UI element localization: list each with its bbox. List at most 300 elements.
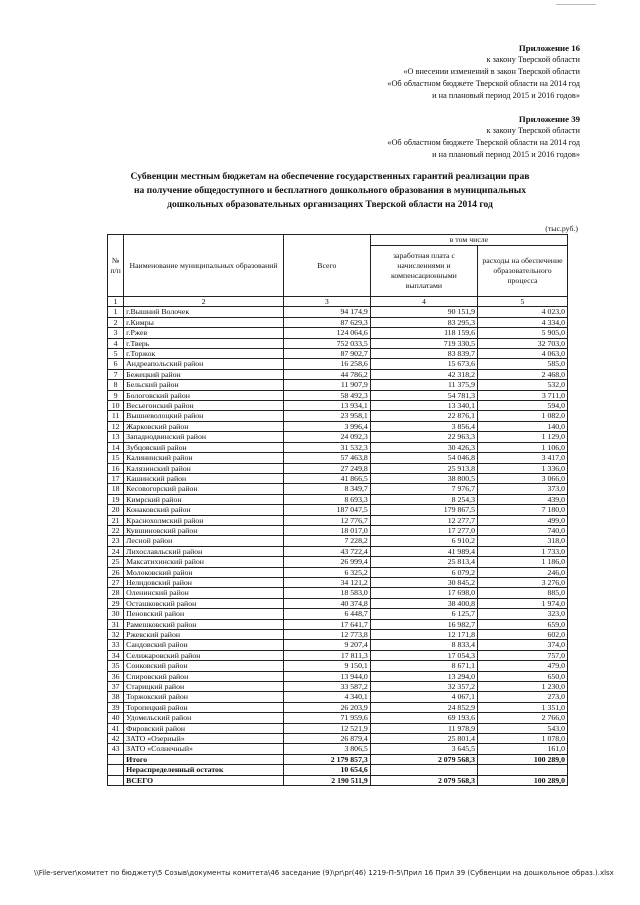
table-row xyxy=(108,630,568,640)
row-number: 26 xyxy=(108,567,124,577)
appendix-16-line: «О внесении изменений в закон Тверской области xyxy=(403,67,580,76)
expenses-value: 594,0 xyxy=(477,401,567,411)
total-value: 44 786,2 xyxy=(283,369,370,379)
row-number: 2 xyxy=(108,317,124,327)
municipality-name: Лихославльский район xyxy=(124,546,284,556)
expenses-value: 3 417,0 xyxy=(477,453,567,463)
column-number: 3 xyxy=(283,297,370,307)
total-value: 9 207,4 xyxy=(283,640,370,650)
table-row xyxy=(108,515,568,525)
salary-value: 8 671,1 xyxy=(370,661,477,671)
expenses-value: 4 023,0 xyxy=(477,307,567,317)
total-value: 18 583,0 xyxy=(283,588,370,598)
salary-value: 25 913,8 xyxy=(370,463,477,473)
row-number: 23 xyxy=(108,536,124,546)
expenses-value: 1 351,0 xyxy=(477,702,567,712)
salary-value: 4 067,1 xyxy=(370,692,477,702)
row-number: 3 xyxy=(108,328,124,338)
municipality-name: Торжокский район xyxy=(124,692,284,702)
expenses-value: 1 078,0 xyxy=(477,734,567,744)
row-number: 10 xyxy=(108,401,124,411)
expenses-value: 2 468,0 xyxy=(477,369,567,379)
row-number: 15 xyxy=(108,453,124,463)
municipality-name: Ржевский район xyxy=(124,630,284,640)
total-value: 26 203,9 xyxy=(283,702,370,712)
salary-value: 8 254,3 xyxy=(370,494,477,504)
salary-value: 13 294,0 xyxy=(370,671,477,681)
row-number: 28 xyxy=(108,588,124,598)
municipality-name: Нераспределенный остаток xyxy=(124,765,284,775)
expenses-value: 532,0 xyxy=(477,380,567,390)
municipality-name: ЗАТО «Озерный» xyxy=(124,734,284,744)
table-row xyxy=(108,692,568,702)
expenses-value: 439,0 xyxy=(477,494,567,504)
total-value: 27 249,8 xyxy=(283,463,370,473)
salary-value: 3 645,5 xyxy=(370,744,477,754)
municipality-name: г.Вышний Волочек xyxy=(124,307,284,317)
row-number: 30 xyxy=(108,609,124,619)
total-value: 10 654,6 xyxy=(283,765,370,775)
table-row xyxy=(108,494,568,504)
municipality-name: Жарковский район xyxy=(124,421,284,431)
appendix-39-line: и на плановый период 2015 и 2016 годов» xyxy=(432,150,580,159)
salary-value: 32 357,2 xyxy=(370,682,477,692)
salary-value: 30 426,3 xyxy=(370,442,477,452)
title-line: дошкольных образовательных организациях Тверской области на 2014 год xyxy=(167,199,493,210)
total-value: 40 374,8 xyxy=(283,598,370,608)
row-number: 35 xyxy=(108,661,124,671)
municipality-name: Торопецкий район xyxy=(124,702,284,712)
municipality-name: Рамешковский район xyxy=(124,619,284,629)
expenses-value: 273,0 xyxy=(477,692,567,702)
expenses-value: 1 336,0 xyxy=(477,463,567,473)
table-row xyxy=(108,390,568,400)
row-number: 24 xyxy=(108,546,124,556)
municipality-name: Кашинский район xyxy=(124,473,284,483)
table-row xyxy=(108,432,568,442)
table-row xyxy=(108,723,568,733)
salary-value: 22 963,3 xyxy=(370,432,477,442)
municipality-name: Кимрский район xyxy=(124,494,284,504)
total-value: 2 190 511,9 xyxy=(283,775,370,785)
row-number: 42 xyxy=(108,734,124,744)
row-number: 20 xyxy=(108,505,124,515)
total-value: 16 258,6 xyxy=(283,359,370,369)
expenses-value: 585,0 xyxy=(477,359,567,369)
municipality-name: Вышневолоцкий район xyxy=(124,411,284,421)
row-number: 32 xyxy=(108,630,124,640)
table-row xyxy=(108,598,568,608)
table-row xyxy=(108,473,568,483)
salary-value: 11 978,9 xyxy=(370,723,477,733)
expenses-value: 1 974,0 xyxy=(477,598,567,608)
table-row xyxy=(108,463,568,473)
row-number xyxy=(108,775,124,785)
row-number: 6 xyxy=(108,359,124,369)
expenses-value: 3 276,0 xyxy=(477,577,567,587)
row-number: 12 xyxy=(108,421,124,431)
table-row xyxy=(108,411,568,421)
total-value: 26 879,4 xyxy=(283,734,370,744)
salary-value: 83 839,7 xyxy=(370,349,477,359)
total-value: 33 587,2 xyxy=(283,682,370,692)
appendix-39-block xyxy=(387,113,580,161)
salary-value: 25 813,4 xyxy=(370,557,477,567)
total-value: 13 934,1 xyxy=(283,401,370,411)
table-row xyxy=(108,484,568,494)
row-number: 27 xyxy=(108,577,124,587)
municipality-name: г.Торжок xyxy=(124,349,284,359)
municipality-name: Старицкий район xyxy=(124,682,284,692)
municipality-name: Кувшиновский район xyxy=(124,525,284,535)
table-row xyxy=(108,401,568,411)
expenses-value: 1 106,0 xyxy=(477,442,567,452)
expenses-value: 2 766,0 xyxy=(477,713,567,723)
municipality-name: Оленинский район xyxy=(124,588,284,598)
header-expenses: расходы на обеспечение образовательного процесса xyxy=(477,246,567,297)
header-total: Всего xyxy=(283,235,370,297)
municipality-name: г.Тверь xyxy=(124,338,284,348)
total-value: 23 958,1 xyxy=(283,411,370,421)
row-number: 37 xyxy=(108,682,124,692)
municipality-name: г.Ржев xyxy=(124,328,284,338)
table-row xyxy=(108,338,568,348)
salary-value xyxy=(370,765,477,775)
table-row xyxy=(108,671,568,681)
expenses-value xyxy=(477,765,567,775)
row-number: 38 xyxy=(108,692,124,702)
title-line: Субвенции местным бюджетам на обеспечение государственных гарантий реализации прав xyxy=(130,171,530,182)
municipality-name: Кесовогорский район xyxy=(124,484,284,494)
municipality-name: Нелидовский район xyxy=(124,577,284,587)
table-row xyxy=(108,369,568,379)
scan-edge-mark xyxy=(556,0,596,5)
salary-value: 2 079 568,3 xyxy=(370,775,477,785)
appendix-39-line: «Об областном бюджете Тверской области на 2014 год xyxy=(387,138,580,147)
table-row xyxy=(108,442,568,452)
total-value: 94 174,9 xyxy=(283,307,370,317)
total-value: 4 340,1 xyxy=(283,692,370,702)
expenses-value: 602,0 xyxy=(477,630,567,640)
table-row xyxy=(108,682,568,692)
expenses-value: 1 733,0 xyxy=(477,546,567,556)
row-number: 17 xyxy=(108,473,124,483)
salary-value: 6 910,2 xyxy=(370,536,477,546)
salary-value: 3 856,4 xyxy=(370,421,477,431)
municipality-name: Селижаровский район xyxy=(124,650,284,660)
expenses-value: 374,0 xyxy=(477,640,567,650)
municipality-name: Андреапольский район xyxy=(124,359,284,369)
total-value: 11 907,9 xyxy=(283,380,370,390)
row-number: 43 xyxy=(108,744,124,754)
table-row xyxy=(108,359,568,369)
row-number: 5 xyxy=(108,349,124,359)
appendix-16-line: «Об областном бюджете Тверской области на 2014 год xyxy=(387,79,580,88)
expenses-value: 499,0 xyxy=(477,515,567,525)
table-body xyxy=(108,297,568,786)
table-row xyxy=(108,661,568,671)
salary-value: 54 046,8 xyxy=(370,453,477,463)
total-value: 12 773,8 xyxy=(283,630,370,640)
total-value: 26 999,4 xyxy=(283,557,370,567)
total-value: 57 463,8 xyxy=(283,453,370,463)
total-row xyxy=(108,765,568,775)
column-number: 4 xyxy=(370,297,477,307)
expenses-value: 3 066,0 xyxy=(477,473,567,483)
row-number: 19 xyxy=(108,494,124,504)
table-row xyxy=(108,702,568,712)
row-number: 34 xyxy=(108,650,124,660)
row-number: 40 xyxy=(108,713,124,723)
municipality-name: Весьегонский район xyxy=(124,401,284,411)
total-value: 2 179 857,3 xyxy=(283,754,370,764)
municipality-name: Бельский район xyxy=(124,380,284,390)
expenses-value: 140,0 xyxy=(477,421,567,431)
appendix-39-heading: Приложение 39 xyxy=(518,114,580,124)
row-number: 22 xyxy=(108,525,124,535)
table-row xyxy=(108,453,568,463)
municipality-name: Западнодвинский район xyxy=(124,432,284,442)
subventions-table xyxy=(107,234,568,786)
expenses-value: 1 186,0 xyxy=(477,557,567,567)
total-value: 6 448,7 xyxy=(283,609,370,619)
total-value: 87 902,7 xyxy=(283,349,370,359)
expenses-value: 4 334,0 xyxy=(477,317,567,327)
row-number: 11 xyxy=(108,411,124,421)
total-value: 71 959,6 xyxy=(283,713,370,723)
table-row xyxy=(108,317,568,327)
appendix-16-heading: Приложение 16 xyxy=(518,43,580,53)
salary-value: 118 159,6 xyxy=(370,328,477,338)
row-number: 18 xyxy=(108,484,124,494)
municipality-name: Конаковский район xyxy=(124,505,284,515)
salary-value: 12 171,8 xyxy=(370,630,477,640)
row-number: 41 xyxy=(108,723,124,733)
row-number: 14 xyxy=(108,442,124,452)
row-number: 16 xyxy=(108,463,124,473)
expenses-value: 1 230,0 xyxy=(477,682,567,692)
total-value: 18 017,0 xyxy=(283,525,370,535)
row-number: 9 xyxy=(108,390,124,400)
total-value: 43 722,4 xyxy=(283,546,370,556)
table-row xyxy=(108,588,568,598)
expenses-value: 885,0 xyxy=(477,588,567,598)
municipality-name: Удомельский район xyxy=(124,713,284,723)
table-row xyxy=(108,536,568,546)
salary-value: 8 833,4 xyxy=(370,640,477,650)
table-row xyxy=(108,567,568,577)
expenses-value: 7 180,0 xyxy=(477,505,567,515)
municipality-name: ЗАТО «Солнечный» xyxy=(124,744,284,754)
total-value: 12 521,9 xyxy=(283,723,370,733)
salary-value: 17 054,3 xyxy=(370,650,477,660)
salary-value: 38 400,8 xyxy=(370,598,477,608)
expenses-value: 100 289,0 xyxy=(477,754,567,764)
salary-value: 719 330,5 xyxy=(370,338,477,348)
row-number xyxy=(108,754,124,764)
total-value: 87 629,3 xyxy=(283,317,370,327)
row-number: 31 xyxy=(108,619,124,629)
expenses-value: 373,0 xyxy=(477,484,567,494)
expenses-value: 323,0 xyxy=(477,609,567,619)
expenses-value: 1 129,0 xyxy=(477,432,567,442)
row-number: 7 xyxy=(108,369,124,379)
total-value: 17 811,3 xyxy=(283,650,370,660)
header-salary: заработная плата с начислениями и компенсационными выплатами xyxy=(370,246,477,297)
expenses-value: 161,0 xyxy=(477,744,567,754)
municipality-name: Итого xyxy=(124,754,284,764)
salary-value: 7 976,7 xyxy=(370,484,477,494)
total-value: 3 996,4 xyxy=(283,421,370,431)
salary-value: 22 876,1 xyxy=(370,411,477,421)
total-value: 752 033,5 xyxy=(283,338,370,348)
expenses-value: 659,0 xyxy=(477,619,567,629)
expenses-value: 543,0 xyxy=(477,723,567,733)
municipality-name: г.Кимры xyxy=(124,317,284,327)
salary-value: 16 982,7 xyxy=(370,619,477,629)
expenses-value: 5 905,0 xyxy=(477,328,567,338)
table-row xyxy=(108,421,568,431)
row-number: 8 xyxy=(108,380,124,390)
header-including: в том числе xyxy=(370,235,567,246)
row-number: 29 xyxy=(108,598,124,608)
salary-value: 83 295,3 xyxy=(370,317,477,327)
municipality-name: Бологовский район xyxy=(124,390,284,400)
row-number: 4 xyxy=(108,338,124,348)
row-number: 13 xyxy=(108,432,124,442)
table-row xyxy=(108,744,568,754)
total-value: 7 228,2 xyxy=(283,536,370,546)
expenses-value: 100 289,0 xyxy=(477,775,567,785)
total-row xyxy=(108,754,568,764)
municipality-name: Калининский район xyxy=(124,453,284,463)
total-value: 13 944,0 xyxy=(283,671,370,681)
salary-value: 11 375,9 xyxy=(370,380,477,390)
expenses-value: 479,0 xyxy=(477,661,567,671)
municipality-name: Калязинский район xyxy=(124,463,284,473)
municipality-name: Лесной район xyxy=(124,536,284,546)
total-value: 12 776,7 xyxy=(283,515,370,525)
salary-value: 2 079 568,3 xyxy=(370,754,477,764)
expenses-value: 32 703,0 xyxy=(477,338,567,348)
table-row xyxy=(108,734,568,744)
total-value: 6 325,2 xyxy=(283,567,370,577)
table-row xyxy=(108,713,568,723)
table-row xyxy=(108,609,568,619)
units-label: (тыс.руб.) xyxy=(545,224,578,233)
expenses-value: 757,0 xyxy=(477,650,567,660)
salary-value: 6 125,7 xyxy=(370,609,477,619)
salary-value: 41 989,4 xyxy=(370,546,477,556)
table-row xyxy=(108,328,568,338)
total-value: 124 064,6 xyxy=(283,328,370,338)
total-value: 9 150,1 xyxy=(283,661,370,671)
total-value: 31 532,3 xyxy=(283,442,370,452)
column-number: 2 xyxy=(124,297,284,307)
total-value: 187 047,5 xyxy=(283,505,370,515)
municipality-name: Сандовский район xyxy=(124,640,284,650)
salary-value: 12 277,7 xyxy=(370,515,477,525)
column-number: 1 xyxy=(108,297,124,307)
appendix-39-line: к закону Тверской области xyxy=(486,126,580,135)
table-row xyxy=(108,577,568,587)
total-value: 41 866,5 xyxy=(283,473,370,483)
salary-value: 17 698,0 xyxy=(370,588,477,598)
municipality-name: Фировский район xyxy=(124,723,284,733)
expenses-value: 3 711,0 xyxy=(477,390,567,400)
expenses-value: 318,0 xyxy=(477,536,567,546)
table-row xyxy=(108,307,568,317)
salary-value: 38 800,5 xyxy=(370,473,477,483)
salary-value: 90 151,9 xyxy=(370,307,477,317)
municipality-name: Зубцовский район xyxy=(124,442,284,452)
column-numbers-row xyxy=(108,297,568,307)
municipality-name: Бежецкий район xyxy=(124,369,284,379)
expenses-value: 1 082,0 xyxy=(477,411,567,421)
municipality-name: Сонковский район xyxy=(124,661,284,671)
total-value: 3 806,5 xyxy=(283,744,370,754)
row-number xyxy=(108,765,124,775)
row-number: 36 xyxy=(108,671,124,681)
municipality-name: Максатихинский район xyxy=(124,557,284,567)
table-row xyxy=(108,557,568,567)
municipality-name: ВСЕГО xyxy=(124,775,284,785)
table-row xyxy=(108,546,568,556)
expenses-value: 246,0 xyxy=(477,567,567,577)
salary-value: 42 318,2 xyxy=(370,369,477,379)
appendix-16-line: к закону Тверской области xyxy=(486,55,580,64)
row-number: 25 xyxy=(108,557,124,567)
total-value: 8 693,3 xyxy=(283,494,370,504)
total-value: 17 641,7 xyxy=(283,619,370,629)
municipality-name: Краснохолмский район xyxy=(124,515,284,525)
row-number: 33 xyxy=(108,640,124,650)
total-value: 24 092,3 xyxy=(283,432,370,442)
table-row xyxy=(108,380,568,390)
total-value: 58 492,3 xyxy=(283,390,370,400)
salary-value: 15 673,6 xyxy=(370,359,477,369)
expenses-value: 740,0 xyxy=(477,525,567,535)
municipality-name: Пеновский район xyxy=(124,609,284,619)
total-value: 34 121,2 xyxy=(283,577,370,587)
appendix-16-line: и на плановый период 2015 и 2016 годов» xyxy=(432,91,580,100)
header-num: № п/п xyxy=(108,235,124,297)
salary-value: 30 845,2 xyxy=(370,577,477,587)
salary-value: 6 079,2 xyxy=(370,567,477,577)
salary-value: 25 801,4 xyxy=(370,734,477,744)
expenses-value: 4 063,0 xyxy=(477,349,567,359)
row-number: 39 xyxy=(108,702,124,712)
municipality-name: Молоковский район xyxy=(124,567,284,577)
table-row xyxy=(108,619,568,629)
table-row xyxy=(108,505,568,515)
row-number: 1 xyxy=(108,307,124,317)
salary-value: 179 867,5 xyxy=(370,505,477,515)
salary-value: 24 852,9 xyxy=(370,702,477,712)
appendix-16-block xyxy=(387,42,580,102)
total-row xyxy=(108,775,568,785)
table-row xyxy=(108,650,568,660)
header-name: Наименование муниципальных образований xyxy=(124,235,284,297)
salary-value: 13 340,1 xyxy=(370,401,477,411)
document-title xyxy=(95,170,565,212)
title-line: на получение общедоступного и бесплатного дошкольного образования в муниципальных xyxy=(133,185,527,196)
salary-value: 17 277,0 xyxy=(370,525,477,535)
municipality-name: Спировский район xyxy=(124,671,284,681)
salary-value: 54 781,3 xyxy=(370,390,477,400)
row-number: 21 xyxy=(108,515,124,525)
salary-value: 69 193,6 xyxy=(370,713,477,723)
